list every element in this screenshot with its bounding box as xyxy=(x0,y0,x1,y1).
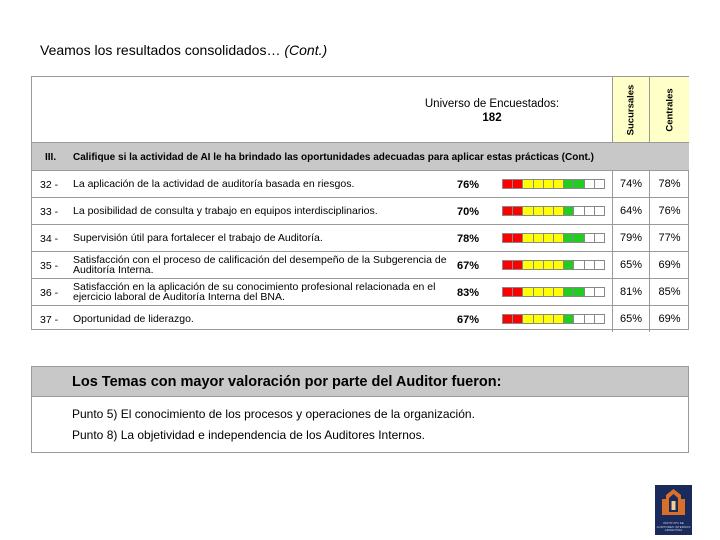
centrales-value: 69% xyxy=(649,252,689,278)
score-bar-segment xyxy=(534,234,544,242)
score-bar-segment xyxy=(564,180,574,188)
centrales-value: 85% xyxy=(649,279,689,305)
score-bar-segment xyxy=(554,288,564,296)
universe-label-block xyxy=(412,97,572,125)
score-bar-segment xyxy=(503,207,513,215)
logo-caption: INSTITUTO DE AUDITORES INTERNOS ARGENTINA xyxy=(656,521,691,532)
themes-title: Los Temas con mayor valoración por parte del Auditor fueron: xyxy=(72,374,502,390)
column-header-centrales xyxy=(649,77,689,143)
score-bar-segment xyxy=(564,288,574,296)
score-bar-segment xyxy=(513,261,523,269)
centrales-value: 76% xyxy=(649,198,689,224)
section-question: Califique si la actividad de AI le ha brindado las oportunidades adecuadas para aplicar estas prácticas (Cont.) xyxy=(73,152,594,163)
score-bar-segment xyxy=(554,207,564,215)
themes-header xyxy=(32,367,688,397)
question-number: 37 - xyxy=(40,314,59,326)
question-row xyxy=(32,198,689,225)
score-bar-segment xyxy=(544,288,554,296)
survey-table xyxy=(31,76,689,330)
score-bar-segment xyxy=(503,180,513,188)
question-row xyxy=(32,252,689,279)
score-bar-segment xyxy=(534,288,544,296)
score-bar-segment xyxy=(523,180,533,188)
score-bar xyxy=(502,206,605,216)
question-row xyxy=(32,225,689,252)
question-text: La aplicación de la actividad de auditoría basada en riesgos. xyxy=(73,178,355,190)
question-percentage: 76% xyxy=(457,179,480,191)
score-bar-segment xyxy=(523,234,533,242)
score-bar-segment xyxy=(595,288,604,296)
section-header-row xyxy=(32,143,689,171)
score-bar-segment xyxy=(503,261,513,269)
sucursales-value: 79% xyxy=(612,225,649,251)
score-bar-segment xyxy=(544,234,554,242)
score-bar-segment xyxy=(544,315,554,323)
column-header-sucursales-label: Sucursales xyxy=(625,84,637,135)
score-bar-segment xyxy=(595,180,604,188)
score-bar-segment xyxy=(513,207,523,215)
question-percentage: 78% xyxy=(457,233,480,245)
score-bar-segment xyxy=(513,288,523,296)
score-bar-segment xyxy=(513,315,523,323)
score-bar-segment xyxy=(503,288,513,296)
score-bar-segment xyxy=(574,261,584,269)
slide-title-main: Veamos los resultados consolidados… xyxy=(40,42,281,58)
centrales-value: 69% xyxy=(649,306,689,332)
theme-item-2: Punto 8) La objetividad e independencia de los Auditores Internos. xyxy=(72,428,425,442)
score-bar-segment xyxy=(534,207,544,215)
score-bar-segment xyxy=(564,207,574,215)
centrales-value: 78% xyxy=(649,171,689,197)
score-bar-segment xyxy=(585,180,595,188)
theme-item-1: Punto 5) El conocimiento de los procesos y operaciones de la organización. xyxy=(72,407,475,421)
question-percentage: 70% xyxy=(457,206,480,218)
question-number: 36 - xyxy=(40,287,59,299)
question-text: La posibilidad de consulta y trabajo en equipos interdisciplinarios. xyxy=(73,205,378,217)
question-row xyxy=(32,306,689,333)
institute-logo xyxy=(655,485,692,535)
score-bar-segment xyxy=(534,180,544,188)
score-bar-segment xyxy=(585,207,595,215)
score-bar-segment xyxy=(523,261,533,269)
score-bar-segment xyxy=(513,234,523,242)
question-number: 32 - xyxy=(40,179,59,191)
score-bar-segment xyxy=(574,180,584,188)
sucursales-value: 65% xyxy=(612,306,649,332)
sucursales-value: 65% xyxy=(612,252,649,278)
question-row xyxy=(32,279,689,306)
score-bar-segment xyxy=(554,261,564,269)
column-header-sucursales xyxy=(612,77,649,143)
slide-title xyxy=(40,42,327,58)
sucursales-value: 64% xyxy=(612,198,649,224)
score-bar xyxy=(502,260,605,270)
score-bar xyxy=(502,314,605,324)
score-bar xyxy=(502,233,605,243)
score-bar-segment xyxy=(544,207,554,215)
score-bar-segment xyxy=(554,180,564,188)
universe-value: 182 xyxy=(482,112,502,124)
question-number: 34 - xyxy=(40,233,59,245)
question-row xyxy=(32,171,689,198)
score-bar-segment xyxy=(595,207,604,215)
question-percentage: 67% xyxy=(457,260,480,272)
question-percentage: 67% xyxy=(457,314,480,326)
score-bar-segment xyxy=(595,315,604,323)
question-text: Oportunidad de liderazgo. xyxy=(73,313,194,325)
question-text: Satisfacción en la aplicación de su conocimiento profesional relacionada en el ejercicio laboral de Auditoría Interna del BNA. xyxy=(73,281,436,303)
score-bar-segment xyxy=(503,234,513,242)
score-bar-segment xyxy=(544,180,554,188)
score-bar-segment xyxy=(523,315,533,323)
logo-emblem-icon xyxy=(655,485,692,522)
score-bar-segment xyxy=(595,261,604,269)
score-bar-segment xyxy=(554,315,564,323)
score-bar-segment xyxy=(585,261,595,269)
score-bar-segment xyxy=(554,234,564,242)
score-bar-segment xyxy=(564,234,574,242)
score-bar-segment xyxy=(585,234,595,242)
question-number: 35 - xyxy=(40,260,59,272)
universe-cell xyxy=(32,77,612,143)
sucursales-value: 81% xyxy=(612,279,649,305)
column-header-centrales-label: Centrales xyxy=(664,87,675,132)
score-bar-segment xyxy=(513,180,523,188)
score-bar-segment xyxy=(574,315,584,323)
themes-box xyxy=(31,366,689,453)
score-bar-segment xyxy=(523,288,533,296)
question-number: 33 - xyxy=(40,206,59,218)
score-bar-segment xyxy=(534,261,544,269)
sucursales-value: 74% xyxy=(612,171,649,197)
score-bar-segment xyxy=(564,315,574,323)
score-bar-segment xyxy=(595,234,604,242)
score-bar-segment xyxy=(585,288,595,296)
slide-title-suffix: (Cont.) xyxy=(284,42,328,58)
score-bar-segment xyxy=(574,288,584,296)
question-text: Satisfacción con el proceso de calificación del desempeño de la Subgerencia de Auditoría Interna. xyxy=(73,254,447,276)
score-bar-segment xyxy=(544,261,554,269)
score-bar-segment xyxy=(503,315,513,323)
question-text: Supervisión útil para fortalecer el trabajo de Auditoría. xyxy=(73,232,323,244)
score-bar-segment xyxy=(564,261,574,269)
score-bar-segment xyxy=(585,315,595,323)
score-bar-segment xyxy=(574,234,584,242)
centrales-value: 77% xyxy=(649,225,689,251)
score-bar-segment xyxy=(534,315,544,323)
score-bar xyxy=(502,287,605,297)
score-bar-segment xyxy=(574,207,584,215)
section-number: III. xyxy=(45,152,57,163)
question-percentage: 83% xyxy=(457,287,480,299)
score-bar xyxy=(502,179,605,189)
score-bar-segment xyxy=(523,207,533,215)
universe-label: Universo de Encuestados: xyxy=(424,98,560,110)
